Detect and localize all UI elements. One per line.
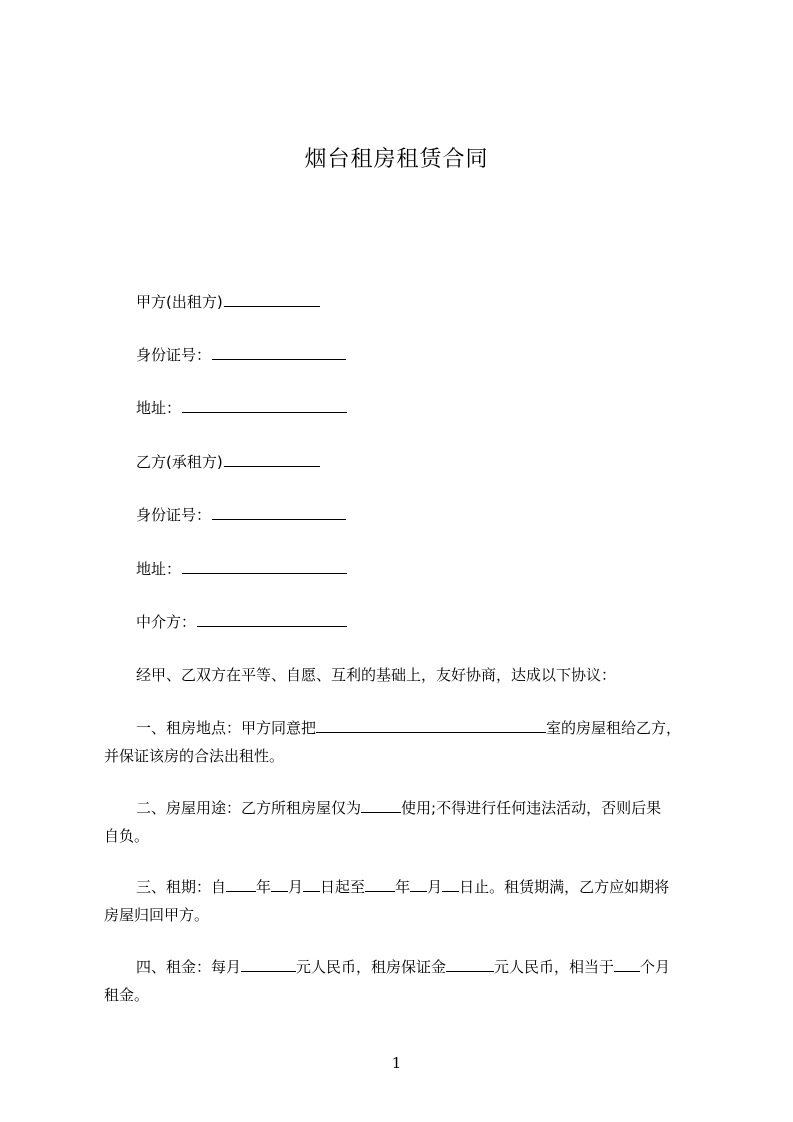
- party-b-id-field: [136, 503, 346, 527]
- party-b-label: 乙方(承租方): [136, 453, 223, 471]
- party-b-id-blank[interactable]: [212, 504, 346, 520]
- party-a-address-blank[interactable]: [182, 397, 347, 413]
- clause-3-blank-year-1[interactable]: [226, 876, 256, 892]
- clause-3: [104, 873, 704, 929]
- clause-4-blank-deposit[interactable]: [446, 956, 494, 972]
- clause-3-month-1: 月: [288, 878, 304, 896]
- clause-2: [104, 794, 704, 850]
- party-b-address-field: [136, 557, 347, 581]
- party-a-address-field: [136, 396, 347, 420]
- page-number: 1: [391, 1054, 402, 1072]
- clause-4-text-d: 个月: [640, 958, 671, 976]
- party-a-address-label: 地址：: [136, 399, 182, 417]
- clause-3-day-2: 日止。租赁期满，乙方应如期将: [459, 878, 670, 896]
- party-a-id-label: 身份证号：: [136, 346, 212, 364]
- party-a-id-blank[interactable]: [212, 344, 346, 360]
- clause-4-blank-rent[interactable]: [241, 956, 296, 972]
- agent-blank[interactable]: [197, 611, 347, 627]
- agent-label: 中介方：: [136, 613, 197, 631]
- party-a-blank[interactable]: [224, 291, 320, 307]
- clause-2-blank[interactable]: [361, 797, 401, 813]
- clause-4-blank-months[interactable]: [614, 956, 640, 972]
- clause-3-month-2: 月: [427, 878, 443, 896]
- clause-3-blank-day-2[interactable]: [442, 876, 459, 892]
- party-a-label: 甲方(出租方): [136, 293, 223, 311]
- clause-3-year-2: 年: [395, 878, 411, 896]
- clause-2-continuation: 自负。: [104, 827, 150, 845]
- clause-4-text-a: 四、租金：每月: [136, 958, 242, 976]
- clause-3-year-1: 年: [256, 878, 272, 896]
- clause-1-continuation: 并保证该房的合法出租性。: [104, 747, 285, 765]
- document-title: 烟台租房租赁合同: [304, 147, 489, 172]
- clause-3-blank-month-2[interactable]: [410, 876, 427, 892]
- clause-1-text-b: 室的房屋租给乙方，: [546, 719, 682, 737]
- clause-4: [104, 953, 704, 1009]
- agent-field: [136, 610, 347, 634]
- party-b-id-label: 身份证号：: [136, 506, 212, 524]
- clause-1-text-a: 一、租房地点：甲方同意把: [136, 719, 317, 737]
- clause-3-continuation: 房屋归回甲方。: [104, 906, 210, 924]
- clause-2-text-a: 二、房屋用途：乙方所租房屋仅为: [136, 799, 362, 817]
- clause-3-text-a: 三、租期：自: [136, 878, 227, 896]
- clause-3-blank-month-1[interactable]: [271, 876, 288, 892]
- clause-1: [104, 714, 704, 770]
- party-a-field: [136, 290, 320, 314]
- party-a-id-field: [136, 343, 346, 367]
- party-b-field: [136, 450, 320, 474]
- party-b-blank[interactable]: [224, 451, 320, 467]
- party-b-address-label: 地址：: [136, 560, 182, 578]
- clause-4-continuation: 租金。: [104, 986, 150, 1004]
- clause-3-blank-day-1[interactable]: [303, 876, 320, 892]
- clause-2-text-b: 使用;不得进行任何违法活动，否则后果: [401, 799, 662, 817]
- clause-4-text-b: 元人民币，租房保证金: [296, 958, 447, 976]
- party-b-address-blank[interactable]: [182, 558, 347, 574]
- clause-3-blank-year-2[interactable]: [365, 876, 395, 892]
- clause-3-day-1: 日起至: [320, 878, 366, 896]
- intro-paragraph: 经甲、乙双方在平等、自愿、互利的基础上，友好协商，达成以下协议：: [136, 666, 617, 684]
- clause-1-blank[interactable]: [316, 717, 546, 733]
- clause-4-text-c: 元人民币，相当于: [494, 958, 615, 976]
